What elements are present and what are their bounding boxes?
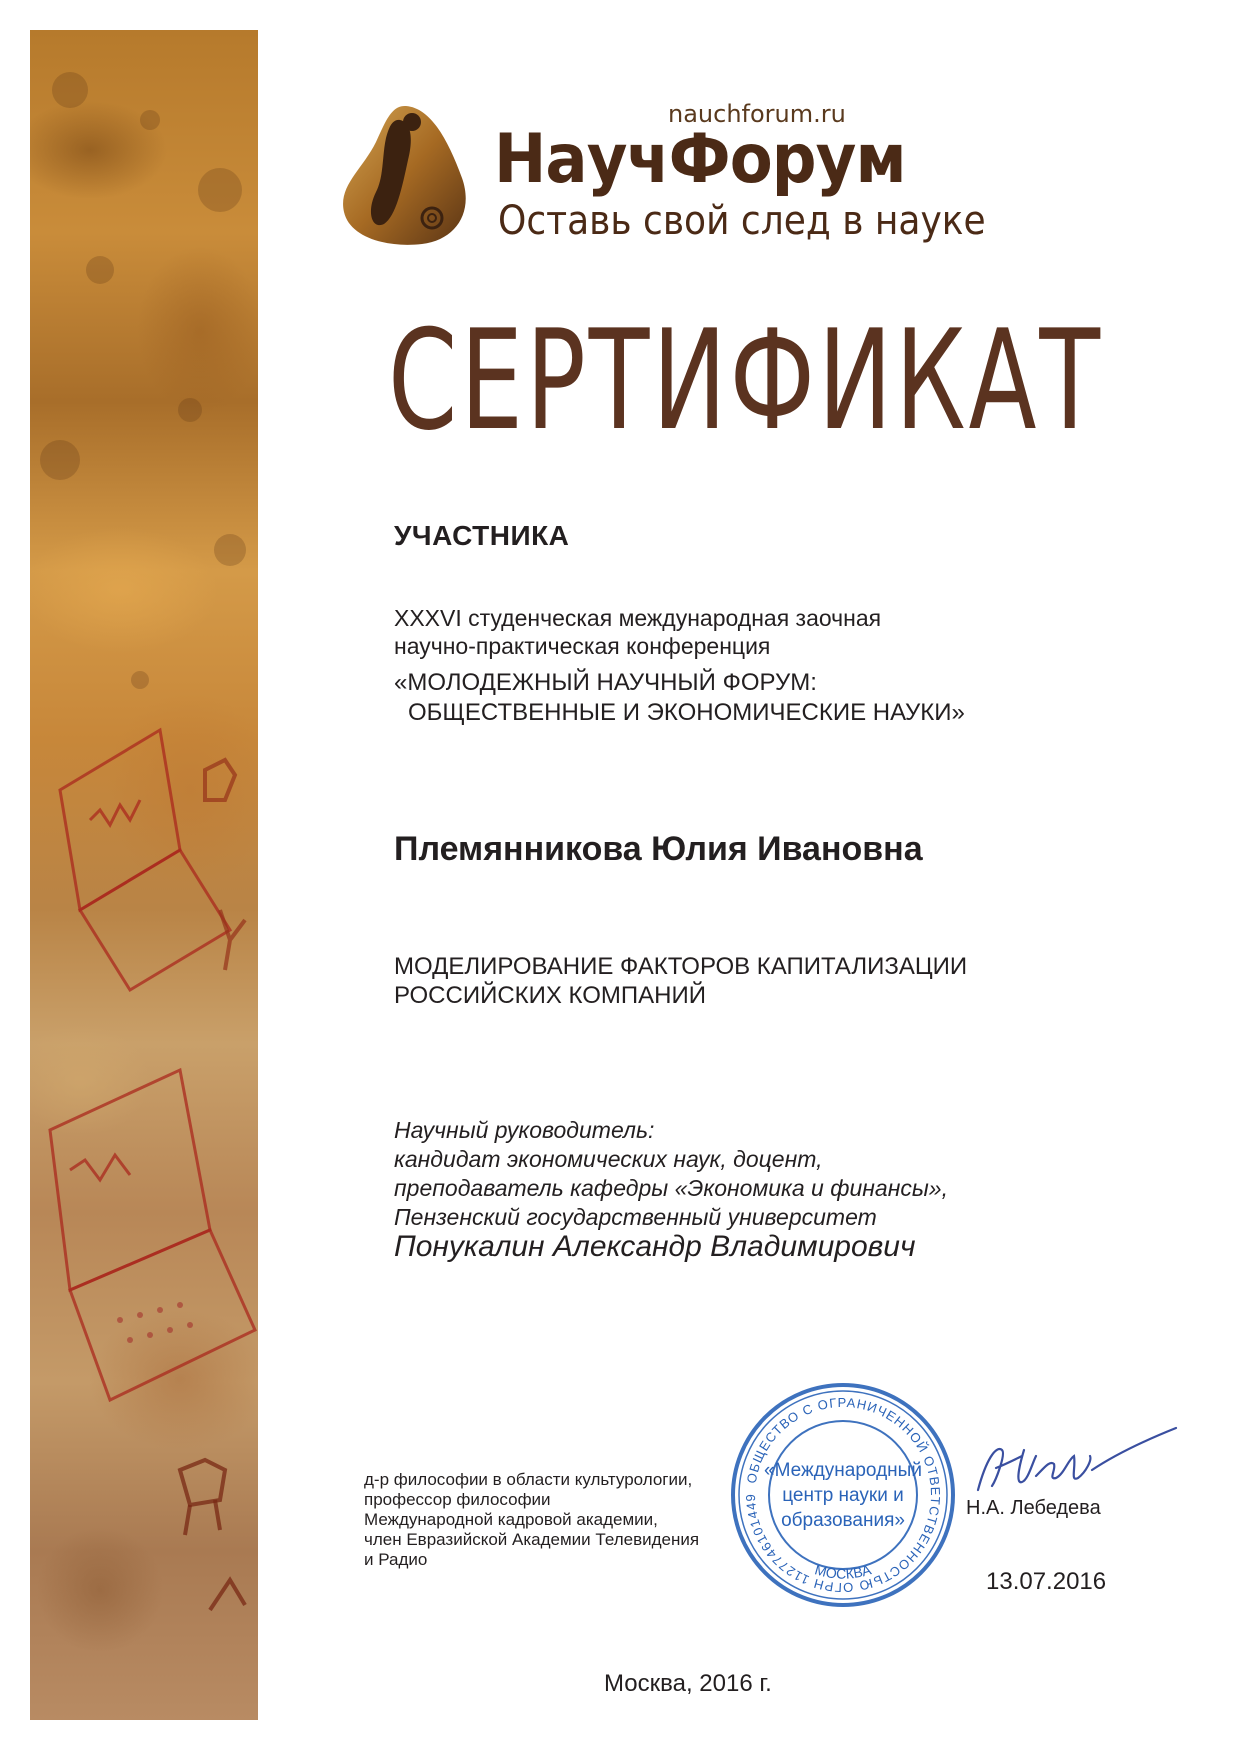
advisor-line: Научный руководитель: (394, 1117, 655, 1143)
signer-title-line: профессор философии (364, 1490, 551, 1509)
signer-title (364, 1470, 699, 1570)
conference-name-line: «МОЛОДЕЖНЫЙ НАУЧНЫЙ ФОРУМ: (394, 669, 817, 696)
stamp-bottom-text: МОСКВА (813, 1561, 873, 1582)
site-url: nauchforum.ru (668, 100, 846, 128)
decorative-side-strip (30, 30, 258, 1720)
topic-line: МОДЕЛИРОВАНИЕ ФАКТОРОВ КАПИТАЛИЗАЦИИ (394, 953, 968, 980)
certificate-subtitle: УЧАСТНИКА (394, 520, 570, 551)
stamp-center-line: центр науки и (782, 1485, 904, 1506)
advisor-line: Пензенский государственный университет (394, 1204, 877, 1230)
topic-line: РОССИЙСКИХ КОМПАНИЙ (394, 982, 707, 1009)
conference-name-line: ОБЩЕСТВЕННЫЕ И ЭКОНОМИЧЕСКИЕ НАУКИ» (408, 699, 965, 726)
conference-line: научно-практическая конференция (394, 633, 771, 659)
report-topic (394, 952, 967, 1010)
signer-title-line: д-р философии в области культурологии, (364, 1470, 693, 1489)
conference-name (394, 668, 965, 728)
advisor-line: преподаватель кафедры «Экономика и финансы», (394, 1175, 948, 1201)
advisor-line: кандидат экономических наук, доцент, (394, 1146, 823, 1172)
signer-title-line: Международной кадровой академии, (364, 1510, 658, 1529)
svg-text:МОСКВА (813, 1561, 873, 1582)
nauchforum-logo-icon (336, 100, 472, 250)
stamp-outer-text: ОБЩЕСТВО С ОГРАНИЧЕННОЙ ОТВЕТСТВЕННОСТЬЮ ОГРН 1127746101449 (742, 1394, 944, 1596)
brand-name: НаучФорум (494, 120, 906, 199)
signature-date: 13.07.2016 (986, 1568, 1107, 1595)
advisor-details (394, 1116, 948, 1232)
signer-title-line: член Евразийской Академии Телевидения (364, 1530, 700, 1549)
brand-slogan: Оставь свой след в науке (498, 198, 986, 244)
signer-title-line: и Радио (364, 1550, 428, 1569)
conference-line: XXXVI студенческая международная заочная (394, 605, 882, 631)
participant-name: Племянникова Юлия Ивановна (394, 830, 923, 868)
conference-description (394, 604, 881, 660)
official-stamp-icon (728, 1380, 958, 1610)
city-year: Москва, 2016 г. (604, 1670, 772, 1697)
stamp-center-line: «Международный (764, 1460, 922, 1481)
signer-name: Н.А. Лебедева (966, 1497, 1101, 1519)
stamp-center-line: образования» (781, 1510, 905, 1531)
advisor-name: Понукалин Александр Владимирович (394, 1230, 916, 1263)
laptop-drawing-icon (50, 1070, 255, 1400)
cave-painting-illustration (30, 30, 258, 1720)
certificate-title: СЕРТИФИКАТ (388, 300, 1103, 461)
